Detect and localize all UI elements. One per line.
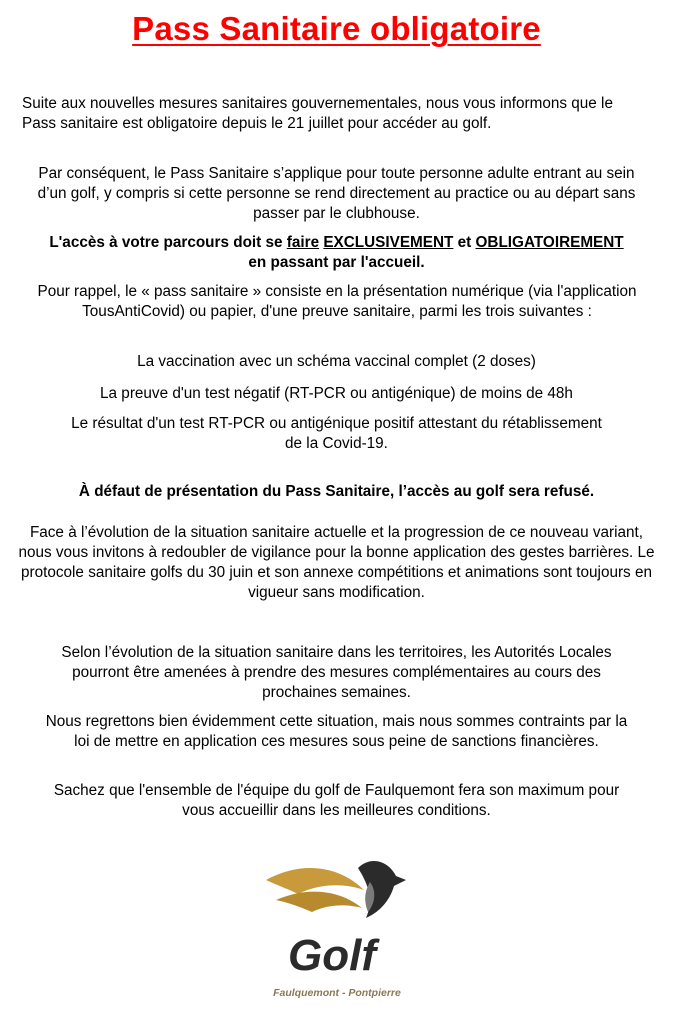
regret-paragraph: Nous regrettons bien évidemment cette situation, mais nous sommes contraints par la loi de mettre en application ces mesures sous peine de sanctions financières. <box>45 713 628 750</box>
team-paragraph: Sachez que l'ensemble de l'équipe du golf de Faulquemont fera son maximum pour vous accueillir dans les meilleures conditions. <box>53 782 620 819</box>
logo-bird-head-icon <box>358 861 406 918</box>
proof-vaccination: La vaccination avec un schéma vaccinal complet (2 doses) <box>137 353 536 370</box>
access-paragraph <box>40 233 633 273</box>
access-text-end: en passant par l'accueil. <box>248 254 425 271</box>
logo-subtitle: Faulquemont - Pontpierre <box>273 987 401 999</box>
proof-negative-test: La preuve d'un test négatif (RT-PCR ou antigénique) de moins de 48h <box>100 385 573 402</box>
refusal-notice: À défaut de présentation du Pass Sanitaire, l’accès au golf sera refusé. <box>78 483 595 500</box>
authorities-paragraph: Selon l’évolution de la situation sanitaire dans les territoires, les Autorités Locales pourront être amenées à prendre des mesures complémentaires au cours des prochaines semaines. <box>61 644 612 701</box>
logo-wing-icon <box>266 868 364 894</box>
golf-logo <box>262 838 412 1018</box>
access-text-faire: faire <box>286 234 320 251</box>
logo-word: Golf <box>288 931 376 980</box>
page-title: Pass Sanitaire obligatoire <box>132 10 541 47</box>
access-text-exclusivement: EXCLUSIVEMENT <box>323 234 454 251</box>
vigilance-paragraph: Face à l’évolution de la situation sanitaire actuelle et la progression de ce nouveau variant, nous vous invitons à redoubler de vigilance pour la bonne application des gestes barrières. Le protocole sanitaire golfs du 30 juin et son annexe compétitions et animations sont toujours en vigueur sans modification. <box>18 524 655 601</box>
access-text-et: et <box>453 234 476 251</box>
access-text-1: L'accès à votre parcours doit se <box>49 234 287 251</box>
logo-wing-lower-icon <box>276 892 362 912</box>
access-text-obligatoirement: OBLIGATOIREMENT <box>475 234 624 251</box>
reminder-paragraph: Pour rappel, le « pass sanitaire » consiste en la présentation numérique (via l'application TousAntiCovid) ou papier, d'une preuve sanitaire, parmi les trois suivantes : <box>37 283 637 320</box>
consequence-paragraph: Par conséquent, le Pass Sanitaire s’applique pour toute personne adulte entrant au sein d’un golf, y compris si cette personne se rend directement au practice ou au départ sans passer par le clubhouse. <box>37 165 636 222</box>
intro-paragraph: Suite aux nouvelles mesures sanitaires gouvernementales, nous vous informons que le Pass sanitaire est obligatoire depuis le 21 juillet pour accéder au golf. <box>22 95 613 132</box>
proof-positive-test: Le résultat d'un test RT-PCR ou antigénique positif attestant du rétablissement de la Covid-19. <box>71 415 602 452</box>
